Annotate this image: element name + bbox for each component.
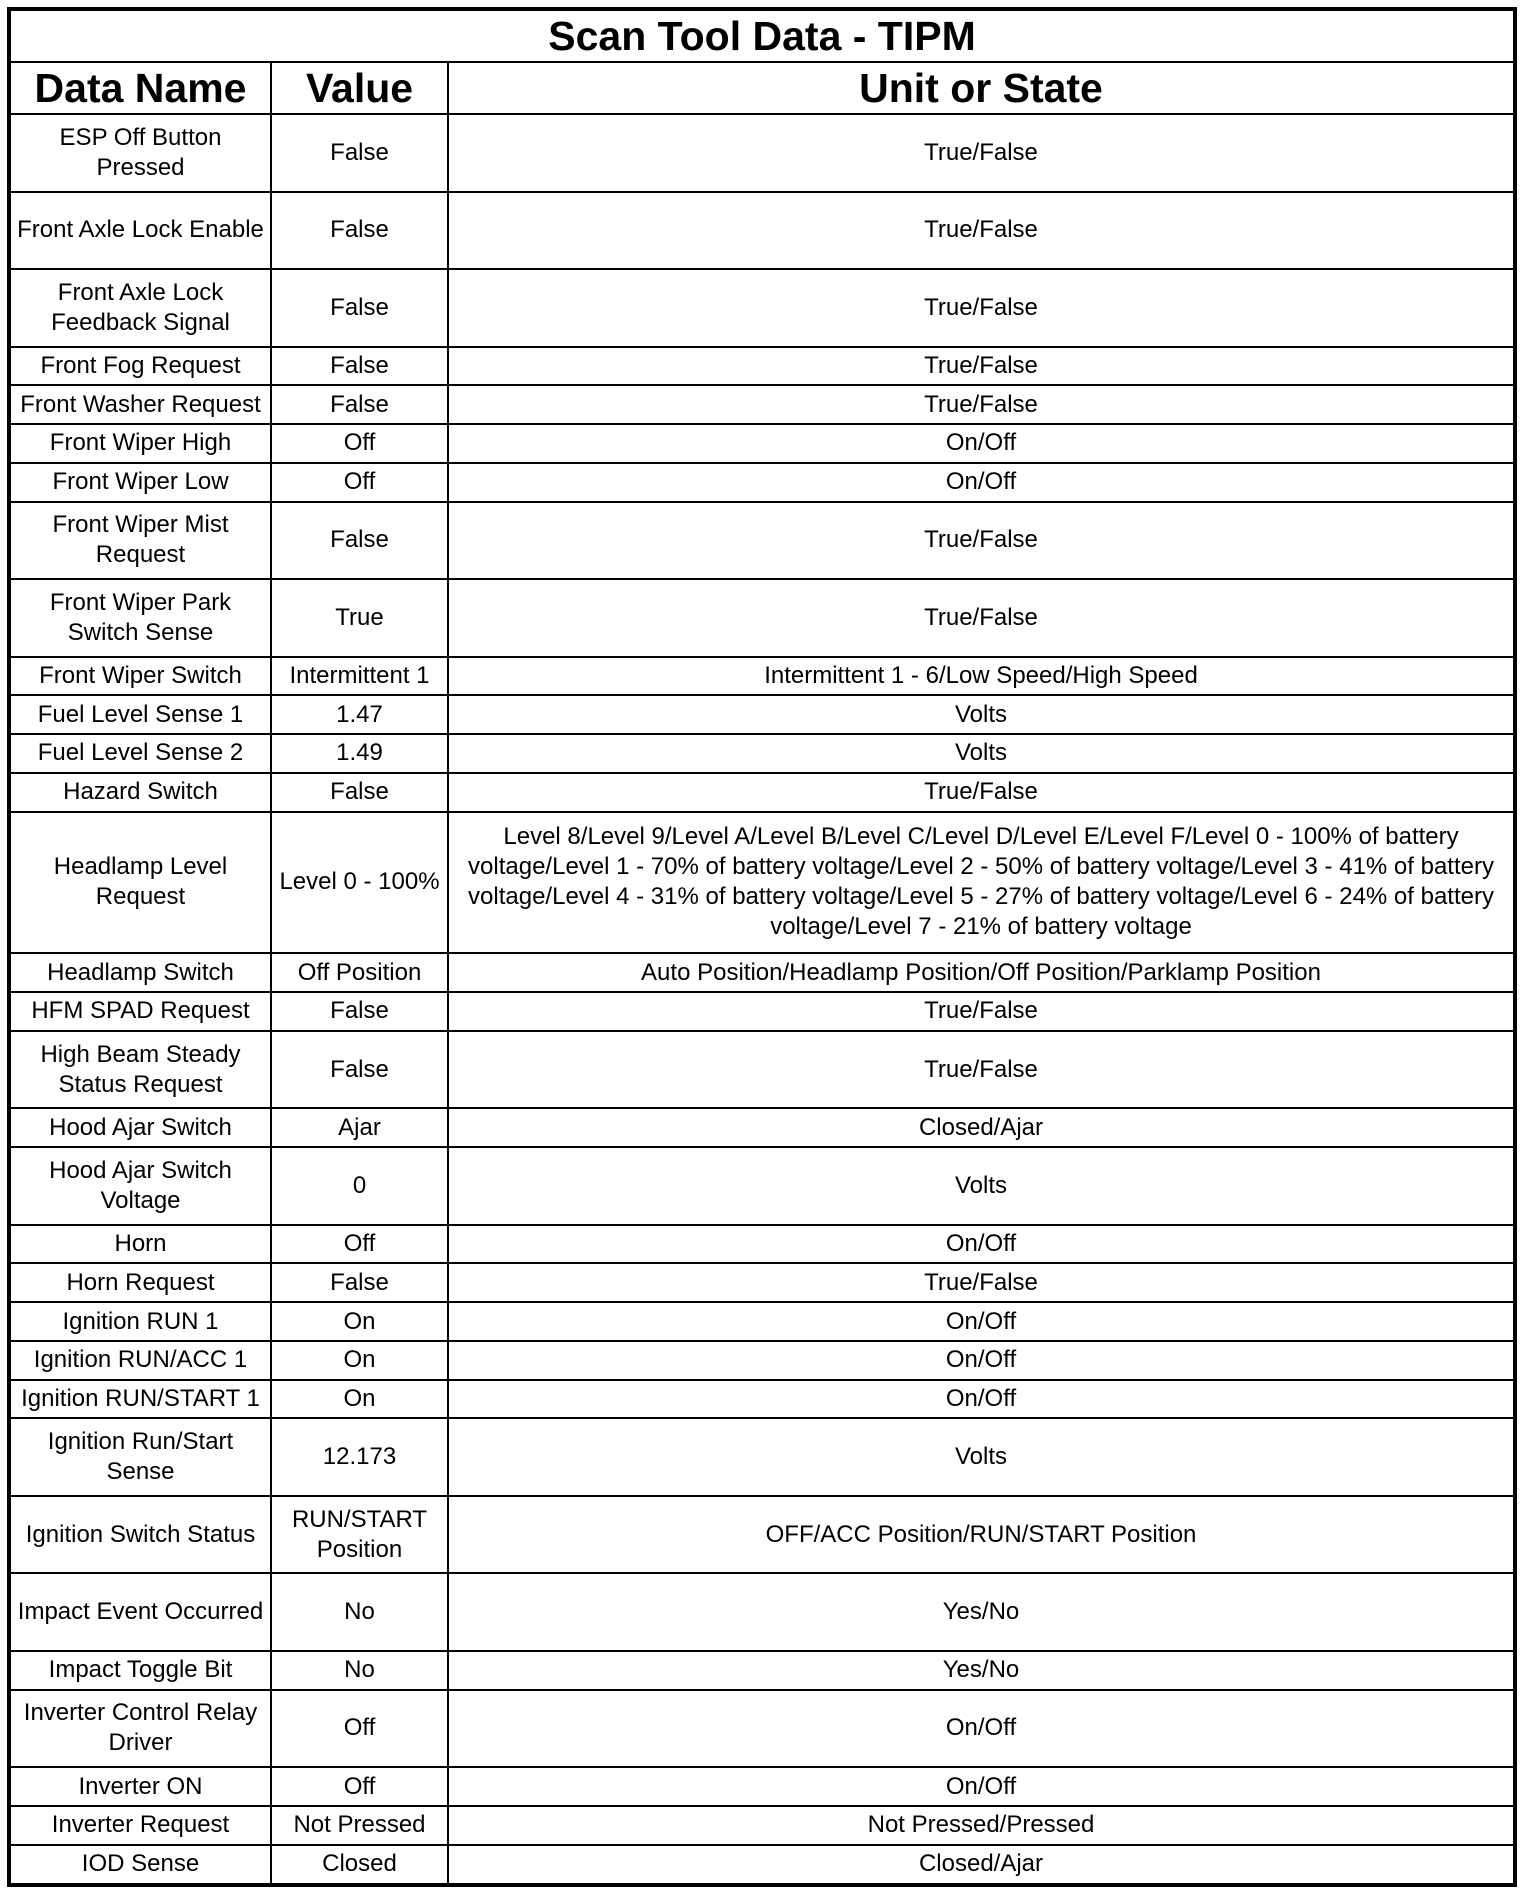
- unit-cell: True/False: [448, 992, 1515, 1031]
- value-cell: Off: [271, 1767, 448, 1806]
- value-cell: Off: [271, 1225, 448, 1264]
- table-row: [9, 192, 1515, 270]
- value-cell: False: [271, 192, 448, 270]
- unit-cell: OFF/ACC Position/RUN/START Position: [448, 1496, 1515, 1574]
- data-name-cell: Front Axle Lock Feedback Signal: [9, 269, 271, 347]
- table-row: [9, 1225, 1515, 1264]
- data-name-cell: Front Fog Request: [9, 347, 271, 386]
- unit-cell: Volts: [448, 1147, 1515, 1225]
- unit-cell: Volts: [448, 695, 1515, 734]
- table-row: [9, 1418, 1515, 1496]
- column-header-data-name: Data Name: [9, 62, 271, 114]
- table-row: [9, 812, 1515, 954]
- data-name-cell: Impact Toggle Bit: [9, 1651, 271, 1690]
- unit-cell: On/Off: [448, 1302, 1515, 1341]
- table-row: [9, 1651, 1515, 1690]
- value-cell: 1.49: [271, 734, 448, 773]
- unit-cell: True/False: [448, 1031, 1515, 1109]
- data-name-cell: Ignition Run/Start Sense: [9, 1418, 271, 1496]
- value-cell: Level 0 - 100%: [271, 812, 448, 954]
- data-name-cell: Headlamp Level Request: [9, 812, 271, 954]
- value-cell: False: [271, 502, 448, 580]
- value-cell: RUN/START Position: [271, 1496, 448, 1574]
- unit-cell: True/False: [448, 192, 1515, 270]
- value-cell: False: [271, 385, 448, 424]
- table-row: [9, 1031, 1515, 1109]
- data-name-cell: Hood Ajar Switch: [9, 1108, 271, 1147]
- table-row: [9, 1806, 1515, 1845]
- data-name-cell: ESP Off Button Pressed: [9, 114, 271, 192]
- value-cell: False: [271, 1263, 448, 1302]
- value-cell: Closed: [271, 1845, 448, 1885]
- value-cell: On: [271, 1341, 448, 1380]
- unit-cell: On/Off: [448, 1767, 1515, 1806]
- data-name-cell: Fuel Level Sense 2: [9, 734, 271, 773]
- table-row: [9, 773, 1515, 812]
- table-row: [9, 992, 1515, 1031]
- data-name-cell: High Beam Steady Status Request: [9, 1031, 271, 1109]
- unit-cell: True/False: [448, 269, 1515, 347]
- value-cell: False: [271, 347, 448, 386]
- scan-tool-data-table: [7, 7, 1517, 1887]
- value-cell: False: [271, 1031, 448, 1109]
- unit-cell: True/False: [448, 114, 1515, 192]
- unit-cell: Closed/Ajar: [448, 1108, 1515, 1147]
- data-name-cell: Inverter ON: [9, 1767, 271, 1806]
- data-name-cell: Front Wiper Low: [9, 463, 271, 502]
- table-row: [9, 114, 1515, 192]
- table-row: [9, 424, 1515, 463]
- table-row: [9, 1496, 1515, 1574]
- value-cell: False: [271, 992, 448, 1031]
- unit-cell: True/False: [448, 773, 1515, 812]
- unit-cell: Closed/Ajar: [448, 1845, 1515, 1885]
- data-name-cell: IOD Sense: [9, 1845, 271, 1885]
- table-row: [9, 347, 1515, 386]
- value-cell: Not Pressed: [271, 1806, 448, 1845]
- value-cell: Intermittent 1: [271, 657, 448, 696]
- unit-cell: True/False: [448, 502, 1515, 580]
- unit-cell: Yes/No: [448, 1651, 1515, 1690]
- table-row: [9, 953, 1515, 992]
- table-row: [9, 269, 1515, 347]
- data-name-cell: Horn Request: [9, 1263, 271, 1302]
- value-cell: Ajar: [271, 1108, 448, 1147]
- data-name-cell: Front Wiper Park Switch Sense: [9, 579, 271, 657]
- unit-cell: Level 8/Level 9/Level A/Level B/Level C/Level D/Level E/Level F/Level 0 - 100% of battery voltage/Level 1 - 70% of battery voltage/Level 2 - 50% of battery voltage/Level 3 - 41% of battery voltage/Level 4 - 31% of battery voltage/Level 5 - 27% of battery voltage/Level 6 - 24% of battery voltage/Level 7 - 21% of battery voltage: [448, 812, 1515, 954]
- unit-cell: On/Off: [448, 1380, 1515, 1419]
- table-title: Scan Tool Data - TIPM: [9, 9, 1515, 62]
- unit-cell: True/False: [448, 385, 1515, 424]
- table-row: [9, 695, 1515, 734]
- table-row: [9, 1263, 1515, 1302]
- value-cell: On: [271, 1302, 448, 1341]
- unit-cell: Not Pressed/Pressed: [448, 1806, 1515, 1845]
- table-row: [9, 1573, 1515, 1651]
- value-cell: 12.173: [271, 1418, 448, 1496]
- data-name-cell: Front Wiper High: [9, 424, 271, 463]
- data-name-cell: Impact Event Occurred: [9, 1573, 271, 1651]
- data-name-cell: HFM SPAD Request: [9, 992, 271, 1031]
- column-header-unit-or-state: Unit or State: [448, 62, 1515, 114]
- data-name-cell: Ignition RUN/ACC 1: [9, 1341, 271, 1380]
- data-name-cell: Front Wiper Switch: [9, 657, 271, 696]
- unit-cell: Volts: [448, 1418, 1515, 1496]
- unit-cell: Volts: [448, 734, 1515, 773]
- value-cell: 0: [271, 1147, 448, 1225]
- unit-cell: True/False: [448, 1263, 1515, 1302]
- scan-tool-table-container: [7, 7, 1513, 1887]
- data-name-cell: Fuel Level Sense 1: [9, 695, 271, 734]
- data-name-cell: Ignition RUN/START 1: [9, 1380, 271, 1419]
- column-header-value: Value: [271, 62, 448, 114]
- unit-cell: On/Off: [448, 1225, 1515, 1264]
- value-cell: Off: [271, 424, 448, 463]
- table-row: [9, 1302, 1515, 1341]
- data-name-cell: Headlamp Switch: [9, 953, 271, 992]
- table-row: [9, 657, 1515, 696]
- table-row: [9, 1845, 1515, 1885]
- value-cell: True: [271, 579, 448, 657]
- data-name-cell: Ignition Switch Status: [9, 1496, 271, 1574]
- table-row: [9, 1341, 1515, 1380]
- unit-cell: On/Off: [448, 1341, 1515, 1380]
- data-name-cell: Hazard Switch: [9, 773, 271, 812]
- table-row: [9, 1108, 1515, 1147]
- table-row: [9, 1380, 1515, 1419]
- data-name-cell: Ignition RUN 1: [9, 1302, 271, 1341]
- value-cell: No: [271, 1651, 448, 1690]
- value-cell: False: [271, 114, 448, 192]
- unit-cell: True/False: [448, 347, 1515, 386]
- unit-cell: Yes/No: [448, 1573, 1515, 1651]
- value-cell: On: [271, 1380, 448, 1419]
- table-row: [9, 1767, 1515, 1806]
- value-cell: No: [271, 1573, 448, 1651]
- unit-cell: On/Off: [448, 424, 1515, 463]
- unit-cell: Intermittent 1 - 6/Low Speed/High Speed: [448, 657, 1515, 696]
- unit-cell: On/Off: [448, 1690, 1515, 1768]
- value-cell: 1.47: [271, 695, 448, 734]
- table-row: [9, 1690, 1515, 1768]
- data-name-cell: Front Wiper Mist Request: [9, 502, 271, 580]
- data-name-cell: Front Axle Lock Enable: [9, 192, 271, 270]
- data-name-cell: Front Washer Request: [9, 385, 271, 424]
- value-cell: Off: [271, 1690, 448, 1768]
- table-row: [9, 502, 1515, 580]
- unit-cell: Auto Position/Headlamp Position/Off Position/Parklamp Position: [448, 953, 1515, 992]
- unit-cell: True/False: [448, 579, 1515, 657]
- table-row: [9, 463, 1515, 502]
- value-cell: False: [271, 269, 448, 347]
- value-cell: Off: [271, 463, 448, 502]
- data-name-cell: Horn: [9, 1225, 271, 1264]
- data-name-cell: Inverter Request: [9, 1806, 271, 1845]
- unit-cell: On/Off: [448, 463, 1515, 502]
- table-row: [9, 734, 1515, 773]
- table-row: [9, 579, 1515, 657]
- data-name-cell: Inverter Control Relay Driver: [9, 1690, 271, 1768]
- value-cell: False: [271, 773, 448, 812]
- data-name-cell: Hood Ajar Switch Voltage: [9, 1147, 271, 1225]
- table-row: [9, 1147, 1515, 1225]
- table-row: [9, 385, 1515, 424]
- value-cell: Off Position: [271, 953, 448, 992]
